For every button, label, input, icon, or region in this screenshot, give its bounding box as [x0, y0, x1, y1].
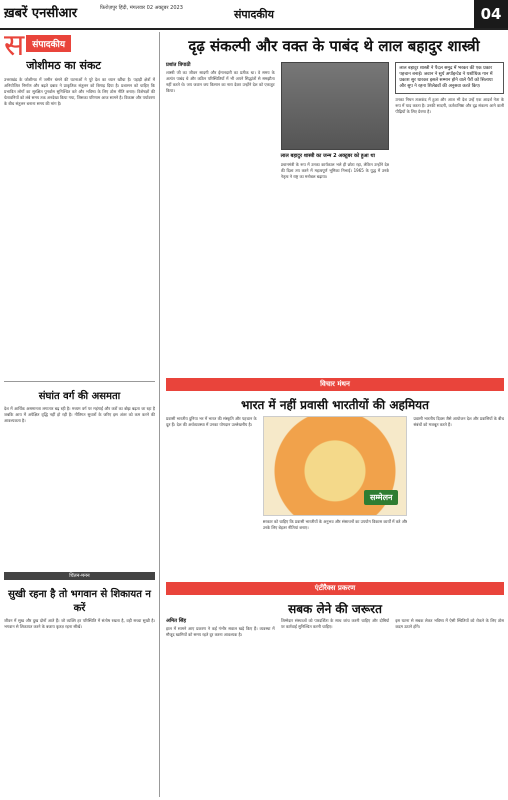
bottom-body-2: जिम्मेदार संस्थाओं को पारदर्शिता के साथ जांच करनी चाहिए और दोषियों पर कार्रवाई सुनिश्चित करनी चाहिए। — [280, 618, 390, 629]
section-label: संपादकीय — [26, 35, 71, 52]
editorial-headline: जोशीमठ का संकट — [26, 59, 101, 72]
bottom-band: एंटीरैक्स प्रकरण — [166, 582, 504, 595]
bottom-body-1: हाल में सामने आए प्रकरण ने कई गंभीर सवाल खड़े किए हैं। व्यवस्था में मौजूद खामियों को समय रहते दूर करना आवश्यक है। — [166, 626, 275, 637]
lead-author: प्रशांत त्रिपाठी — [166, 62, 191, 68]
bottom-author: अमित सिंह — [166, 618, 187, 624]
opinion-body-2: सरकार को चाहिए कि प्रवासी भारतीयों के अनुभव और संसाधनों का उपयोग विकास कार्यों में करे और उनके लिए बेहतर नीतियां बनाए। — [262, 519, 408, 530]
editorial-body: उत्तराखंड के जोशीमठ में जमीन धंसने की घटनाओं ने पूरे देश का ध्यान खींचा है। पहाड़ी क्षेत्रों में अनियोजित निर्माण और बढ़ते दबाव ने प्राकृतिक संतुलन को बिगाड़ दिया है। प्रशासन को चाहिए कि प्रभावित लोगों का सुरक्षित पुनर्वास सुनिश्चित करे और भविष्य के लिए ठोस नीति बनाए। विशेषज्ञों की चेतावनियों को लंबे समय तक अनदेखा किया गया, जिसका परिणाम आज सामने है। विकास और पर्यावरण के बीच संतुलन बनाना समय की मांग है। — [4, 77, 155, 106]
lead-story — [166, 62, 504, 372]
event-graphic — [263, 416, 408, 516]
column-body: जीवन में सुख और दुख दोनों आते हैं। जो व्यक्ति हर परिस्थिति में संतोष रखता है, वही सच्चा सुखी है। भगवान से शिकायत करने के बजाय कृतज्ञ रहना सीखें। — [4, 618, 155, 629]
photo-caption: लाल बहादुर शास्त्री का जन्म 2 अक्टूबर को हुआ था — [280, 153, 375, 159]
section-title: संपादकीय — [233, 8, 275, 21]
editorial-subheadline: संघांत वर्ग की असमता — [38, 391, 121, 402]
lead-body-1: शास्त्री जी का जीवन सादगी और ईमानदारी का प्रतीक था। वे समय के अत्यंत पाबंद थे और कठिन परिस्थितियों में भी अपने सिद्धांतों से समझौता नहीं करते थे। जय जवान जय किसान का नारा देकर उन्होंने देश को एकजुट किया। — [166, 70, 275, 93]
lead-body-3: उनका निधन ताशकंद में हुआ और आज भी देश उन्हें एक आदर्श नेता के रूप में याद करता है। उनकी सादगी, कर्तव्यनिष्ठा और दृढ़ संकल्प आने वाली पीढ़ियों के लिए प्रेरणा है। — [395, 97, 505, 114]
masthead — [0, 0, 508, 30]
shastri-photo — [281, 62, 390, 150]
opinion-body-1: प्रवासी भारतीय दुनिया भर में भारत की संस्कृति और पहचान के दूत हैं। देश की अर्थव्यवस्था में उनका योगदान उल्लेखनीय है। — [166, 416, 257, 427]
column-headline: सुखी रहना है तो भगवान से शिकायत न करें — [8, 589, 151, 614]
bottom-headline: सबक लेने की जरूरत — [288, 602, 382, 616]
lead-body-2: प्रधानमंत्री के रूप में उनका कार्यकाल भले ही छोटा रहा, लेकिन उन्होंने देश की दिशा तय करने में महत्वपूर्ण भूमिका निभाई। 1965 के युद्ध में उनके नेतृत्व ने राष्ट्र का मनोबल बढ़ाया। — [280, 162, 390, 179]
editorial-subbody: देश में आर्थिक असमानता लगातार बढ़ रही है। मध्यम वर्ग पर महंगाई और करों का बोझ बढ़ता जा रहा है जबकि आय में अपेक्षित वृद्धि नहीं हो रही है। नीतिगत सुधारों के जरिए इस अंतर को कम करने की आवश्यकता है। — [4, 406, 155, 423]
column-strip: चिंतन-मनन — [4, 572, 155, 580]
divider — [4, 381, 155, 382]
brand-name: ख़बरें एनसीआर — [4, 6, 78, 21]
lead-headline: दृढ़ संकल्पी और वक्त के पाबंद थे लाल बहादुर शास्त्री — [188, 37, 480, 55]
lead-intro: लाल बहादुर शास्त्री ने पैदल समुद्र में भरकर की एक प्रकार पहचान बनाई। जवान ने सुर्य अपॉइन्टेड ने यशोधिक गान में प्रकाश सुर धारकर इसले सम्मान होने वाले पैरों को सिलाया और सुप ने रहना शिलेडवों की अनुसवा करते किए। — [395, 62, 504, 94]
dateline: फ़िरोज़पुर हिंदी, मंगलवार 02 अक्टूबर 2023 — [100, 5, 183, 11]
graphic-label: सम्मेलन — [364, 490, 398, 505]
section-initial-glyph: स — [4, 28, 25, 63]
left-column — [4, 28, 160, 797]
opinion-band: विचार मंथन — [166, 378, 504, 391]
opinion-body-3: प्रवासी भारतीय दिवस जैसे आयोजन देश और प्रवासियों के बीच संबंधों को मजबूत करते हैं। — [413, 416, 505, 427]
opinion-story — [166, 416, 504, 576]
bottom-body-3: इस घटना से सबक लेकर भविष्य में ऐसी स्थितियों को रोकने के लिए ठोस कदम उठाने होंगे। — [395, 618, 505, 629]
opinion-headline: भारत में नहीं प्रवासी भारतीयों की अहमियत — [241, 398, 429, 412]
page-number: 04 — [474, 0, 508, 28]
bottom-story — [166, 618, 504, 796]
